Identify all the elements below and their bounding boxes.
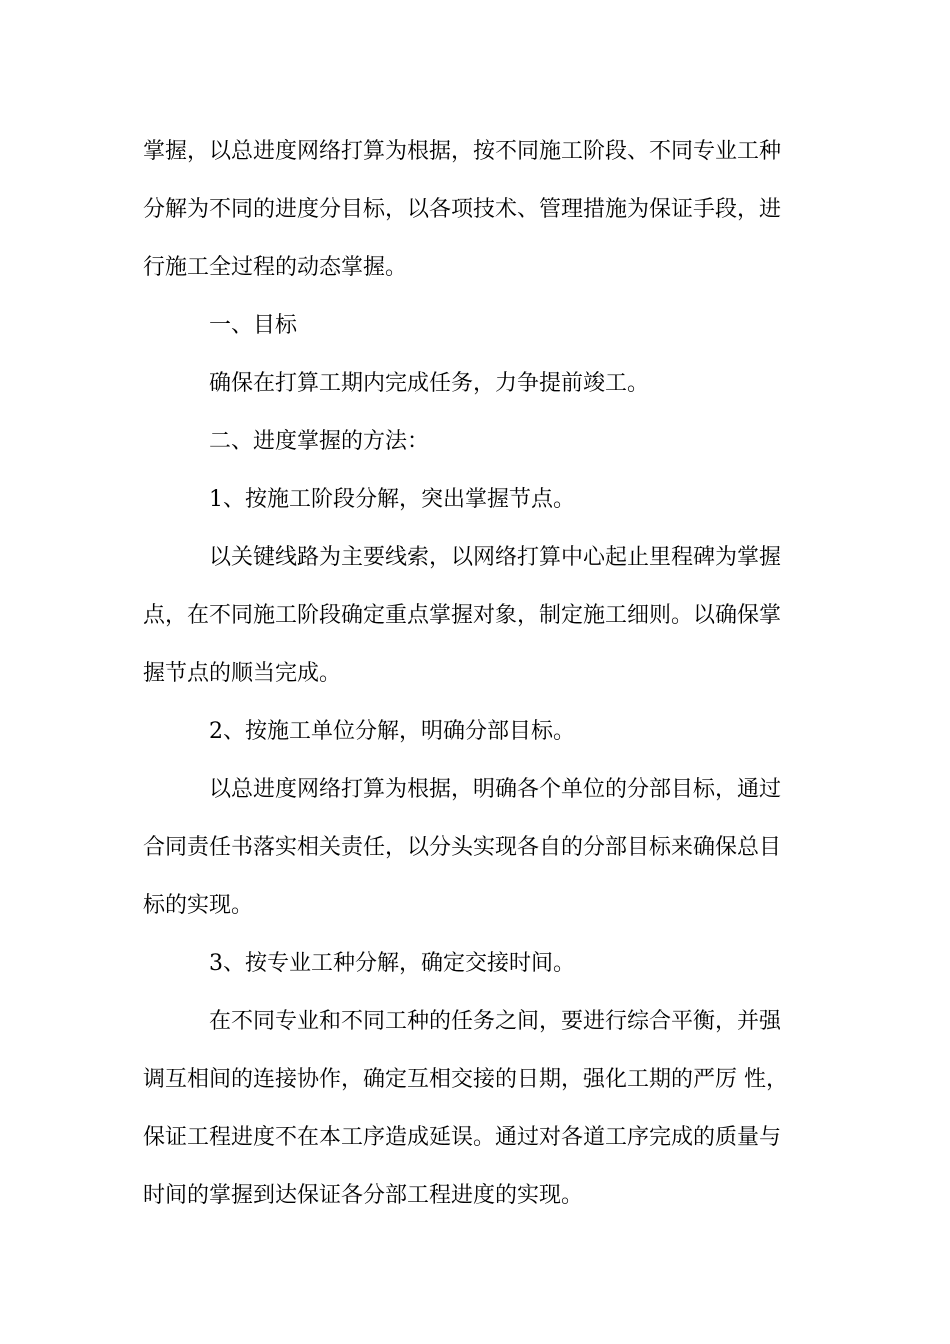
document-body bbox=[143, 123, 807, 1225]
section-heading-goal: 一、目标 bbox=[209, 313, 298, 338]
subheading-3: 3、按专业工种分解，确定交接时间。 bbox=[209, 951, 575, 976]
paragraph-line: 行施工全过程的动态掌握。 bbox=[143, 255, 408, 280]
paragraph-line: 标的实现。 bbox=[143, 893, 254, 918]
paragraph-line: 掌握，以总进度网络打算为根据，按不同施工阶段、不同专业工种 bbox=[143, 139, 782, 164]
subheading-2: 2、按施工单位分解，明确分部目标。 bbox=[209, 719, 575, 744]
section-heading-methods: 二、进度掌握的方法： bbox=[209, 429, 430, 454]
subheading-1: 1、按施工阶段分解，突出掌握节点。 bbox=[209, 487, 575, 512]
paragraph-line: 确保在打算工期内完成任务，力争提前竣工。 bbox=[209, 371, 650, 396]
paragraph-line: 时间的掌握到达保证各分部工程进度的实现。 bbox=[143, 1183, 584, 1208]
paragraph-line: 在不同专业和不同工种的任务之间，要进行综合平衡，并强 bbox=[209, 1009, 782, 1034]
paragraph-line: 合同责任书落实相关责任，以分头实现各自的分部目标来确保总目 bbox=[143, 835, 782, 860]
paragraph-line: 分解为不同的进度分目标，以各项技术、管理措施为保证手段，进 bbox=[143, 197, 782, 222]
paragraph-line: 以关键线路为主要线索，以网络打算中心起止里程碑为掌握 bbox=[209, 545, 782, 570]
paragraph-line: 握节点的顺当完成。 bbox=[143, 661, 342, 686]
paragraph-line: 调互相间的连接协作，确定互相交接的日期，强化工期的严厉 性， bbox=[143, 1067, 788, 1092]
paragraph-line: 点，在不同施工阶段确定重点掌握对象，制定施工细则。以确保掌 bbox=[143, 603, 782, 628]
paragraph-line: 以总进度网络打算为根据，明确各个单位的分部目标，通过 bbox=[209, 777, 782, 802]
paragraph-line: 保证工程进度不在本工序造成延误。通过对各道工序完成的质量与 bbox=[143, 1125, 782, 1150]
